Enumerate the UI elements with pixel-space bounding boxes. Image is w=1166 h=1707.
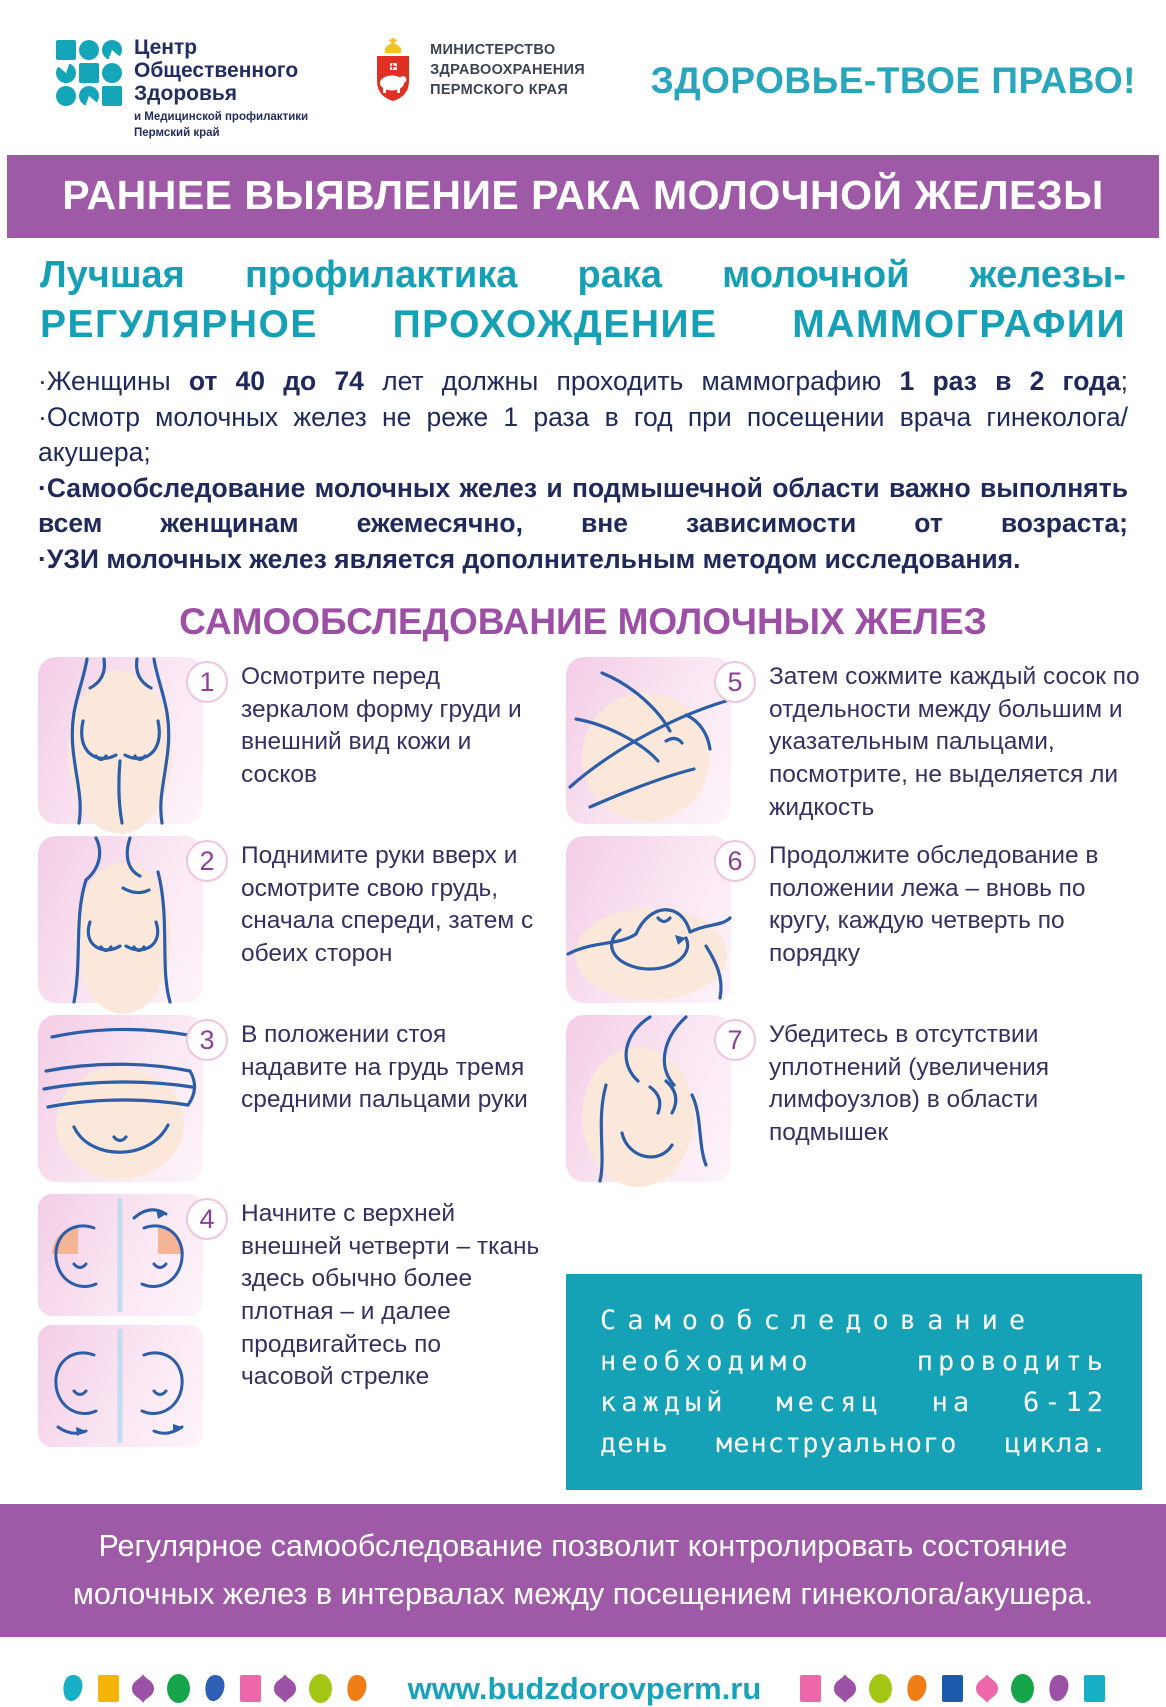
note-line: необходимо проводить [600,1346,1108,1378]
bottom-banner-line-1: Регулярное самообследование позволит контролировать состояние [98,1529,1068,1564]
footer-shape-drop [1047,1674,1071,1703]
note-line: каждый месяц на 6-12 [600,1387,1108,1419]
step-3 [38,1015,540,1182]
footer-shape-square [942,1675,963,1702]
center-health-logo-icon [56,40,122,141]
illustration-step-1 [38,657,203,824]
footer-shape-ellipse [1011,1674,1034,1703]
center-health-logo [56,34,308,141]
footer-shape-clover [132,1674,154,1703]
reminder-note-box [566,1274,1142,1490]
step-number: 1 [186,661,228,703]
bottom-banner-line-2: молочных желез в интервалах между посещением гинеколога/акушера. [72,1576,1094,1611]
footer-shape-square [1084,1675,1105,1702]
footer-shape-ellipse [309,1674,332,1703]
logo-subline: и Медицинской профилактики Пермский край [134,111,309,139]
step-number: 5 [714,661,756,703]
ministry-text: МИНИСТЕРСТВО ЗДРАВООХРАНЕНИЯ ПЕРМСКОГО КРАЯ [430,41,586,99]
step-7 [566,1015,1142,1182]
footer-shapes-right [800,1674,1105,1703]
perm-coat-of-arms-icon [370,36,416,104]
step-number: 3 [186,1019,228,1061]
illustration-step-4 [38,1194,203,1447]
step-text: Убедитесь в отсутствии уплотнений (увеличения лимфоузлов) в области подмышек [769,1021,1050,1147]
step-text: Начните с верхней внешней четверти – ткань здесь обычно более плотная – и далее продвигайтесь по часовой стрелке [241,1200,540,1391]
footer-shapes-left [61,1674,369,1703]
intro-bullet-4: ·УЗИ молочных желез является дополнительным методом исследования. [38,543,1021,574]
step-5 [566,657,1142,824]
footer-shape-ellipse [869,1674,892,1703]
footer-shape-drop [905,1674,929,1703]
header [0,0,1166,147]
website-link[interactable]: www.budzdorovperm.ru [407,1670,762,1706]
step-number: 7 [714,1019,756,1061]
section-heading: САМООБСЛЕДОВАНИЕ МОЛОЧНЫХ ЖЕЛЕЗ [179,601,987,643]
steps-column-right [566,657,1142,1490]
step-number: 6 [714,840,756,882]
step-2 [38,836,540,1003]
illustration-step-7 [566,1015,731,1182]
self-exam-steps [38,657,1142,1490]
footer-shape-clover [274,1674,296,1703]
center-health-logo-text [134,36,308,141]
illustration-step-5 [566,657,731,824]
note-line: Самообследование [600,1305,1037,1337]
footer-shape-drop [61,1674,85,1703]
intro-bullet-2: ·Осмотр молочных желез не реже 1 раза в год при посещении врача гинеколога/акушера; [38,401,1128,468]
step-4 [38,1194,540,1447]
illustration-step-2 [38,836,203,1003]
step-text: Затем сожмите каждый сосок по отдельности между большим и указательным пальцами, посмотрите, не выделяется ли жидкость [769,663,1140,821]
intro-bullet-3: ·Самообследование молочных желез и подмышечной области важно выполнять всем женщинам ежемесячно, вне зависимости от возраста; [38,472,1128,539]
footer-shape-square [240,1675,261,1702]
step-text: В положении стоя надавите на грудь тремя средними пальцами руки [241,1021,528,1114]
steps-column-left [38,657,540,1490]
footer-shape-clover [976,1674,998,1703]
footer-shape-square [98,1675,119,1702]
step-1 [38,657,540,824]
illustration-step-3 [38,1015,203,1182]
note-line: день менструального цикла. [600,1428,1108,1460]
footer-shape-drop [203,1674,227,1703]
ministry-logo [370,36,585,104]
illustration-step-6 [566,836,731,1003]
intro-text [38,364,1128,577]
step-text: Поднимите руки вверх и осмотрите свою грудь, сначала спереди, затем с обеих сторон [241,842,534,968]
subtitle-line-1: Лучшая профилактика рака молочной железы- [40,254,1126,297]
logo-line: Здоровья [134,82,238,106]
subtitle [40,254,1126,347]
footer-shape-ellipse [167,1674,190,1703]
title-banner: РАННЕЕ ВЫЯВЛЕНИЕ РАКА МОЛОЧНОЙ ЖЕЛЕЗЫ [7,155,1159,238]
step-6 [566,836,1142,1003]
intro-bullet-1: ·Женщины от 40 до 74 лет должны проходить маммографию 1 раз в 2 года; [38,366,1128,397]
bottom-banner [0,1504,1166,1637]
slogan: ЗДОРОВЬЕ-ТВОЕ ПРАВО! [650,60,1136,101]
subtitle-line-2: РЕГУЛЯРНОЕ ПРОХОЖДЕНИЕ МАММОГРАФИИ [40,303,1126,347]
logo-line: Общественного [134,59,299,83]
step-number: 2 [186,840,228,882]
footer-shape-drop [345,1674,369,1703]
step-text: Осмотрите перед зеркалом форму груди и внешний вид кожи и сосков [241,663,522,789]
footer-shape-square [800,1675,821,1702]
step-text: Продолжите обследование в положении лежа – вновь по кругу, каждую четверть по порядку [769,842,1099,968]
footer-shape-clover [834,1674,856,1703]
logo-line: Центр [134,36,198,59]
step-number: 4 [186,1198,228,1240]
footer [0,1637,1166,1707]
